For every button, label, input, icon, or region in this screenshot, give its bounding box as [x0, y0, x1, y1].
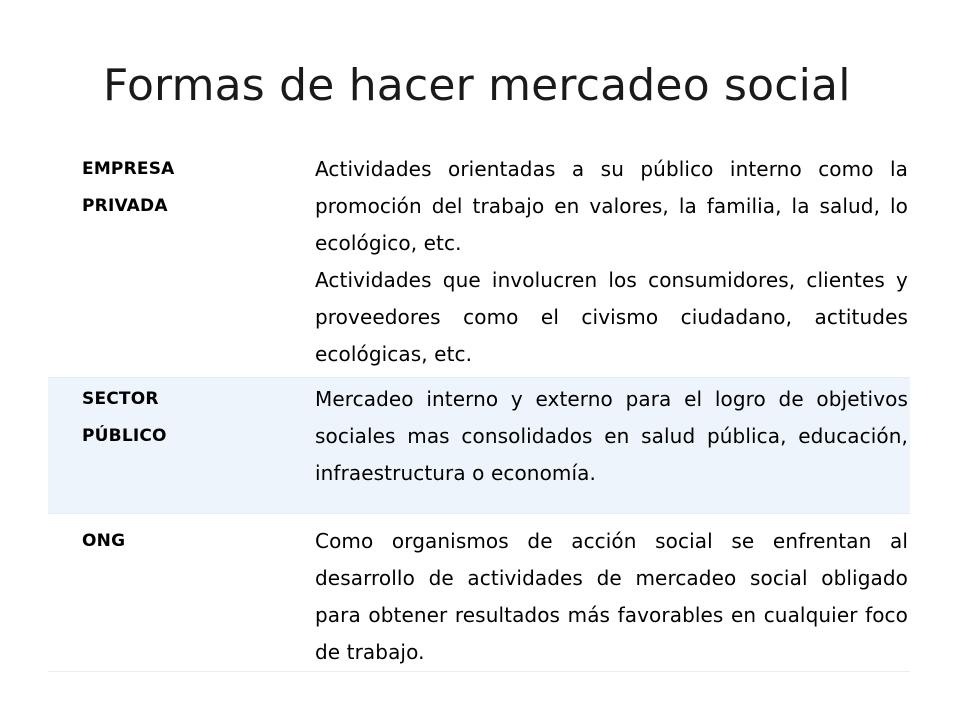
row-label-line: SECTOR [82, 389, 159, 409]
row-description-sector-publico [306, 378, 910, 514]
description-paragraph: Actividades que involucren los consumidores, clientes y proveedores como el civismo ciudadano, actitudes ecológicas, etc. [315, 268, 908, 366]
description-paragraph: Como organismos de acción social se enfrentan al desarrollo de actividades de mercadeo social obligado para obtener resultados más favorables en cualquier foco de trabajo. [315, 529, 908, 664]
slide-title: Formas de hacer mercadeo social [103, 60, 851, 111]
description-paragraph: Actividades orientadas a su público interno como la promoción del trabajo en valores, la familia, la salud, lo ecológico, etc. [315, 157, 908, 255]
row-label-empresa-privada [48, 148, 306, 378]
row-label-line: ONG [82, 531, 126, 551]
content-table [48, 148, 910, 672]
row-label-sector-publico [48, 378, 306, 514]
row-label-line: PÚBLICO [82, 426, 167, 446]
row-label-ong [48, 514, 306, 672]
table-row-sector-publico [48, 378, 910, 514]
row-label-line: EMPRESA [82, 159, 175, 179]
row-description-ong [306, 514, 910, 672]
table-row-empresa-privada [48, 148, 910, 378]
description-paragraph: Mercadeo interno y externo para el logro de objetivos sociales mas consolidados en salud pública, educación, infraestructura o economía. [315, 387, 908, 485]
table-row-ong [48, 514, 910, 672]
row-label-line: PRIVADA [82, 196, 168, 216]
row-description-empresa-privada [306, 148, 910, 378]
